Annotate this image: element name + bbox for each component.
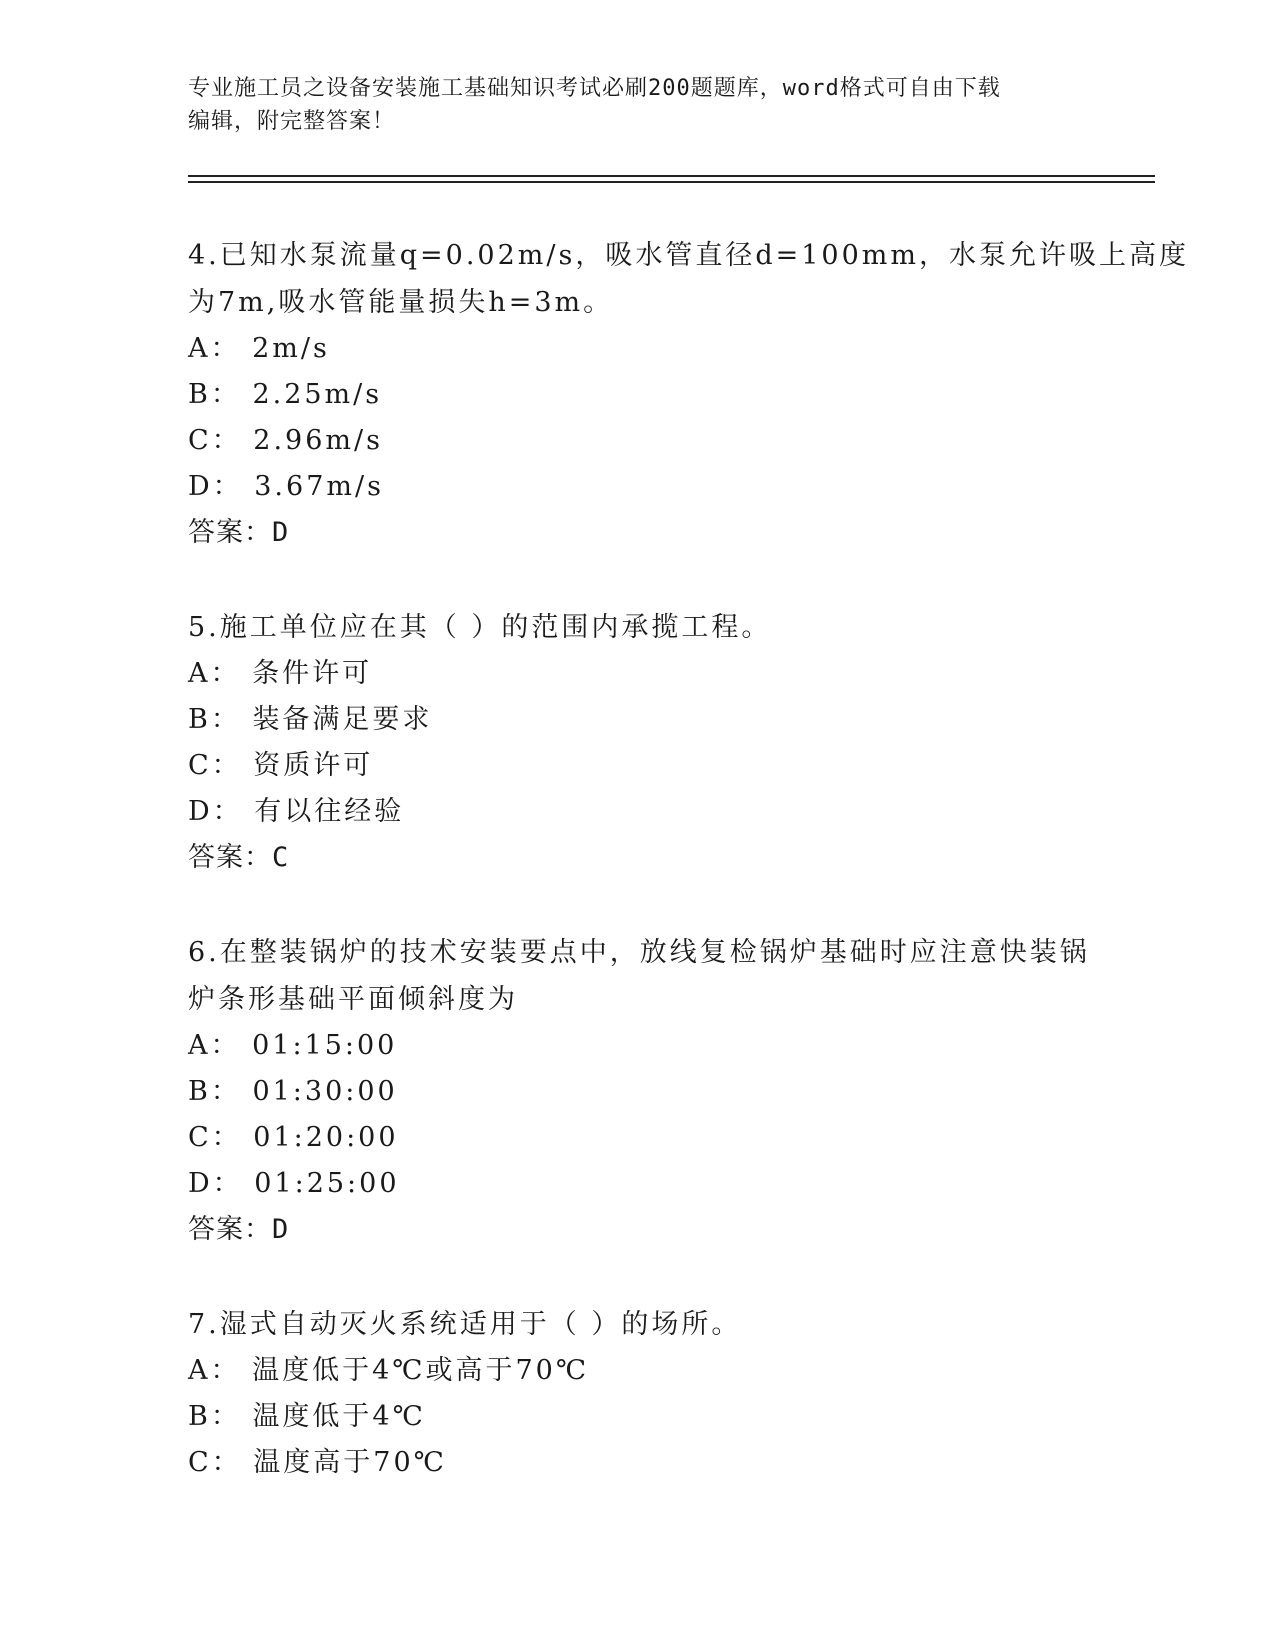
option-separator: ： bbox=[211, 750, 254, 781]
option-c bbox=[188, 1115, 1088, 1161]
option-letter: C bbox=[188, 1447, 212, 1478]
option-c bbox=[188, 1440, 1088, 1486]
option-text: 01:20:00 bbox=[253, 1122, 399, 1153]
option-a bbox=[188, 1023, 1088, 1069]
option-a bbox=[188, 326, 1088, 372]
option-separator: ： bbox=[210, 1355, 253, 1386]
option-separator: ： bbox=[210, 658, 253, 689]
stem-line: 5.施工单位应在其（ ）的范围内承揽工程。 bbox=[188, 612, 772, 643]
header-divider-top bbox=[188, 175, 1155, 177]
question-stem bbox=[188, 1301, 1088, 1348]
option-letter: C bbox=[188, 1122, 212, 1153]
option-separator: ： bbox=[210, 333, 253, 364]
option-letter: A bbox=[188, 1355, 211, 1386]
question-7 bbox=[188, 1301, 1088, 1486]
option-separator: ： bbox=[210, 379, 253, 410]
option-c bbox=[188, 743, 1088, 789]
option-text: 资质许可 bbox=[253, 750, 374, 781]
stem-line: 7.湿式自动灭火系统适用于（ ）的场所。 bbox=[188, 1309, 742, 1340]
option-c bbox=[188, 418, 1088, 464]
question-stem bbox=[188, 232, 1189, 326]
option-b bbox=[188, 1394, 1088, 1440]
question-4 bbox=[188, 232, 1189, 556]
option-letter: B bbox=[188, 704, 211, 735]
stem-line: 炉条形基础平面倾斜度为 bbox=[188, 984, 518, 1015]
header-line-1: 专业施工员之设备安装施工基础知识考试必刷200题题库，word格式可自由下载 bbox=[188, 76, 1001, 101]
stem-line: 6.在整装锅炉的技术安装要点中，放线复检锅炉基础时应注意快装锅 bbox=[188, 937, 1090, 968]
option-separator: ： bbox=[210, 1401, 253, 1432]
option-letter: A bbox=[188, 658, 211, 689]
question-stem bbox=[188, 929, 1088, 1023]
option-text: 温度高于70℃ bbox=[253, 1447, 447, 1478]
option-separator: ： bbox=[210, 1076, 253, 1107]
option-separator: ： bbox=[211, 425, 254, 456]
option-letter: B bbox=[188, 1401, 211, 1432]
question-6 bbox=[188, 929, 1088, 1253]
option-a bbox=[188, 651, 1088, 697]
option-text: 装备满足要求 bbox=[252, 704, 433, 735]
option-letter: D bbox=[188, 1168, 213, 1199]
option-letter: B bbox=[188, 1076, 211, 1107]
option-separator: ： bbox=[212, 1168, 255, 1199]
question-stem bbox=[188, 604, 1088, 651]
option-text: 3.67m/s bbox=[254, 471, 384, 502]
header-line-2: 编辑，附完整答案！ bbox=[188, 109, 396, 134]
option-letter: B bbox=[188, 379, 211, 410]
option-separator: ： bbox=[212, 471, 255, 502]
option-separator: ： bbox=[211, 1447, 254, 1478]
option-letter: C bbox=[188, 750, 212, 781]
answer-label: 答案：D bbox=[188, 517, 290, 548]
option-text: 有以往经验 bbox=[254, 796, 405, 827]
option-a bbox=[188, 1348, 1088, 1394]
header-divider-bottom bbox=[188, 181, 1155, 183]
option-text: 2.25m/s bbox=[252, 379, 383, 410]
option-letter: D bbox=[188, 796, 213, 827]
option-text: 01:15:00 bbox=[252, 1030, 398, 1061]
stem-line: 为7m,吸水管能量损失h=3m。 bbox=[188, 287, 614, 318]
option-text: 温度低于4℃ bbox=[252, 1401, 426, 1432]
option-text: 01:30:00 bbox=[252, 1076, 398, 1107]
answer-label: 答案：D bbox=[188, 1214, 290, 1245]
option-text: 2.96m/s bbox=[253, 425, 383, 456]
option-separator: ： bbox=[211, 1122, 254, 1153]
option-letter: A bbox=[188, 1030, 211, 1061]
stem-line: 4.已知水泵流量q=0.02m/s，吸水管直径d=100mm，水泵允许吸上高度 bbox=[188, 240, 1189, 271]
option-b bbox=[188, 1069, 1088, 1115]
option-separator: ： bbox=[210, 1030, 253, 1061]
option-letter: D bbox=[188, 471, 213, 502]
option-b bbox=[188, 697, 1088, 743]
option-d bbox=[188, 789, 1088, 835]
option-separator: ： bbox=[210, 704, 253, 735]
option-b bbox=[188, 372, 1088, 418]
document-header bbox=[188, 72, 1088, 138]
option-text: 温度低于4℃或高于70℃ bbox=[252, 1355, 590, 1386]
question-list bbox=[188, 232, 1189, 1534]
option-separator: ： bbox=[212, 796, 255, 827]
option-text: 条件许可 bbox=[252, 658, 373, 689]
option-d bbox=[188, 464, 1088, 510]
option-letter: A bbox=[188, 333, 211, 364]
option-d bbox=[188, 1161, 1088, 1207]
answer-label: 答案：C bbox=[188, 842, 290, 873]
option-text: 01:25:00 bbox=[254, 1168, 400, 1199]
option-letter: C bbox=[188, 425, 212, 456]
question-5 bbox=[188, 604, 1088, 881]
option-text: 2m/s bbox=[252, 333, 330, 364]
